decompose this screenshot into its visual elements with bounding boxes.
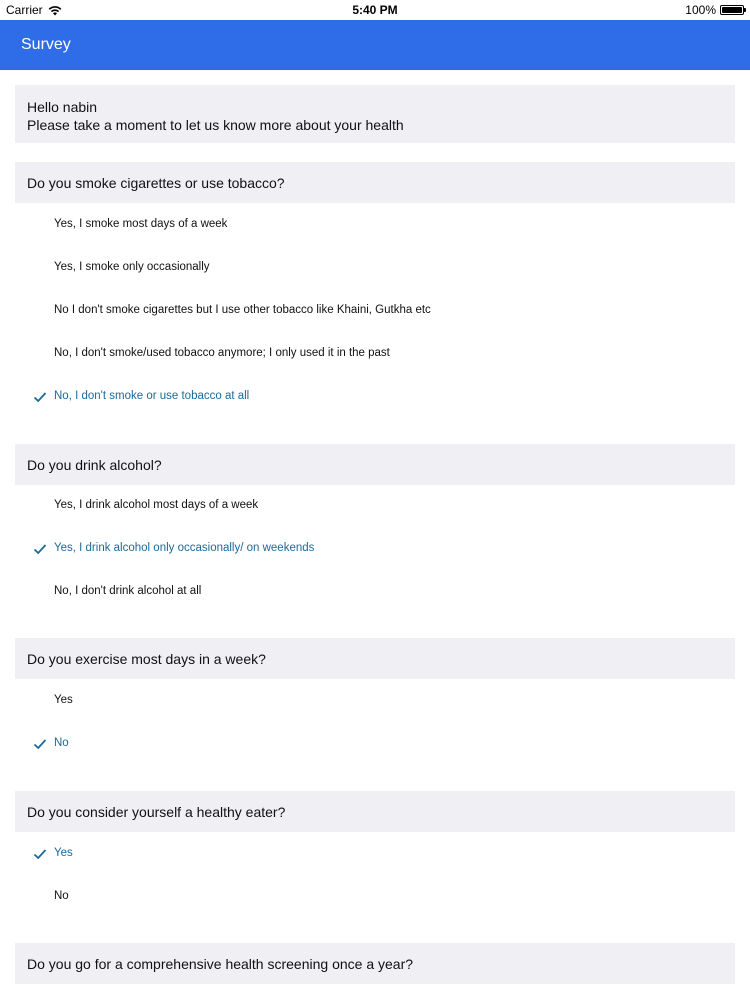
question-header-eating [15, 791, 735, 832]
question-text: Do you drink alcohol? [27, 457, 162, 473]
status-bar [0, 0, 750, 20]
option-label: Yes [54, 694, 73, 706]
battery-percent: 100% [685, 3, 716, 17]
option-tobacco-daily[interactable] [15, 203, 735, 246]
battery-icon [720, 5, 744, 15]
nav-bar [0, 20, 750, 70]
question-text: Do you consider yourself a healthy eater? [27, 804, 286, 820]
question-text: Do you go for a comprehensive health screening once a year? [27, 956, 414, 972]
option-exercise-no[interactable] [15, 722, 735, 765]
question-header-tobacco [15, 162, 735, 203]
status-right [685, 3, 744, 17]
option-alcohol-occasionally[interactable] [15, 527, 735, 570]
survey-content[interactable] [0, 70, 750, 1000]
option-label: Yes, I smoke only occasionally [54, 261, 210, 273]
carrier-label: Carrier [6, 3, 43, 17]
checkmark-icon [33, 542, 47, 556]
question-header-screening [15, 943, 735, 984]
option-label: Yes, I drink alcohol only occasionally/ on weekends [54, 542, 315, 554]
option-alcohol-daily[interactable] [15, 484, 735, 527]
question-header-alcohol [15, 444, 735, 485]
option-label: No, I don't smoke/used tobacco anymore; I only used it in the past [54, 347, 390, 359]
option-tobacco-never[interactable] [15, 375, 735, 418]
option-label: Yes [54, 847, 73, 859]
option-eating-yes[interactable] [15, 832, 735, 875]
question-header-exercise [15, 638, 735, 679]
option-label: No, I don't drink alcohol at all [54, 585, 202, 597]
option-tobacco-occasionally[interactable] [15, 246, 735, 289]
checkmark-icon [33, 847, 47, 861]
status-time: 5:40 PM [352, 3, 398, 17]
option-tobacco-past[interactable] [15, 332, 735, 375]
option-label: No [54, 737, 69, 749]
option-label: No, I don't smoke or use tobacco at all [54, 390, 250, 402]
greeting-line-1: Hello nabin [27, 99, 98, 115]
option-alcohol-never[interactable] [15, 570, 735, 613]
question-text: Do you smoke cigarettes or use tobacco? [27, 175, 285, 191]
option-label: No I don't smoke cigarettes but I use other tobacco like Khaini, Gutkha etc [54, 304, 431, 316]
option-eating-no[interactable] [15, 875, 735, 918]
question-text: Do you exercise most days in a week? [27, 651, 266, 667]
checkmark-icon [33, 737, 47, 751]
option-label: No [54, 890, 69, 902]
option-tobacco-other[interactable] [15, 289, 735, 332]
option-label: Yes, I drink alcohol most days of a week [54, 499, 259, 511]
battery-fill [722, 7, 742, 13]
option-label: Yes, I smoke most days of a week [54, 218, 228, 230]
checkmark-icon [33, 390, 47, 404]
greeting-line-2: Please take a moment to let us know more about your health [27, 117, 404, 133]
option-exercise-yes[interactable] [15, 679, 735, 722]
greeting-card [15, 85, 735, 143]
nav-title: Survey [21, 36, 71, 53]
